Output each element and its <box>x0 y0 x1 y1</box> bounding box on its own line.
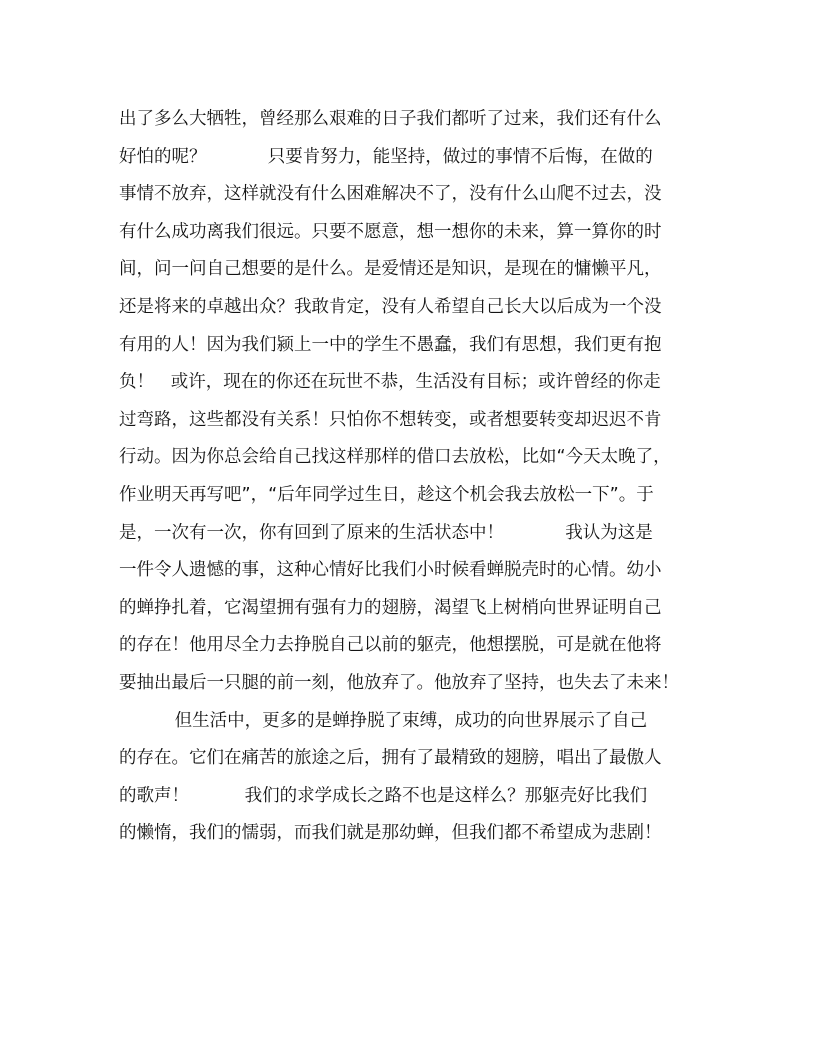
text-line-content: 间，问一问自己想要的是什么。是爱情还是知识，是现在的慵懒平凡， <box>119 259 662 280</box>
text-line <box>119 402 704 440</box>
text-line-content: 的歌声！ 我们的求学成长之路不也是这样么？那躯壳好比我们 <box>119 785 648 806</box>
text-line <box>119 477 704 515</box>
text-line-content: 是，一次有一次，你有回到了原来的生活状态中！ 我认为这是 <box>119 522 653 543</box>
text-line-content: 的存在。它们在痛苦的旅途之后，拥有了最精致的翅膀，唱出了最傲人 <box>119 748 662 769</box>
text-line <box>119 439 704 477</box>
text-line-content: 负！ 或许，现在的你还在玩世不恭，生活没有目标；或许曾经的你走 <box>119 372 661 393</box>
text-line <box>119 139 704 177</box>
text-line-content: 的存在！他用尽全力去挣脱自己以前的躯壳，他想摆脱，可是就在他将 <box>119 635 662 656</box>
text-line-content: 还是将来的卓越出众？我敢肯定，没有人希望自己长大以后成为一个没 <box>119 296 662 317</box>
text-line <box>119 703 704 741</box>
text-line <box>119 627 704 665</box>
text-line <box>119 289 704 327</box>
text-line <box>119 101 704 139</box>
text-line <box>119 665 704 703</box>
text-line-content: 出了多么大牺牲，曾经那么艰难的日子我们都听了过来，我们还有什么 <box>119 109 662 129</box>
text-line <box>119 364 704 402</box>
text-line-content: 要抽出最后一只腿的前一刻，他放弃了。他放弃了坚持，也失去了未来！ <box>119 672 679 693</box>
text-line-content: 一件令人遗憾的事，这种心情好比我们小时候看蝉脱壳时的心情。幼小 <box>119 560 662 581</box>
text-line-content: 但生活中，更多的是蝉挣脱了束缚，成功的向世界展示了自己 <box>119 710 648 731</box>
text-line <box>119 327 704 365</box>
text-line <box>119 251 704 289</box>
text-line-content: 事情不放弃，这样就没有什么困难解决不了，没有什么山爬不过去，没 <box>119 184 662 205</box>
text-line <box>119 552 704 590</box>
text-line-content: 有用的人！因为我们颍上一中的学生不愚蠢，我们有思想，我们更有抱 <box>119 334 662 355</box>
text-line <box>119 740 704 778</box>
text-line <box>119 815 704 853</box>
text-line-content: 的懒惰，我们的懦弱，而我们就是那幼蝉，但我们都不希望成为悲剧！ <box>119 823 662 844</box>
text-line-content: 作业明天再写吧”，“后年同学过生日，趁这个机会我去放松一下”。于 <box>119 484 654 505</box>
text-line <box>119 515 704 553</box>
body-text <box>119 101 704 853</box>
text-line <box>119 214 704 252</box>
text-line-content: 好怕的呢？ 只要肯努力，能坚持，做过的事情不后悔，在做的 <box>119 146 653 167</box>
text-line <box>119 176 704 214</box>
text-line <box>119 590 704 628</box>
text-line <box>119 778 704 816</box>
text-line-content: 行动。因为你总会给自己找这样那样的借口去放松，比如“今天太晚了， <box>119 447 671 468</box>
text-line-content: 过弯路，这些都没有关系！只怕你不想转变，或者想要转变却迟迟不肯 <box>119 409 662 430</box>
text-line-content: 有什么成功离我们很远。只要不愿意，想一想你的未来，算一算你的时 <box>119 221 662 242</box>
text-line-content: 的蝉挣扎着，它渴望拥有强有力的翅膀，渴望飞上树梢向世界证明自己 <box>119 597 662 618</box>
